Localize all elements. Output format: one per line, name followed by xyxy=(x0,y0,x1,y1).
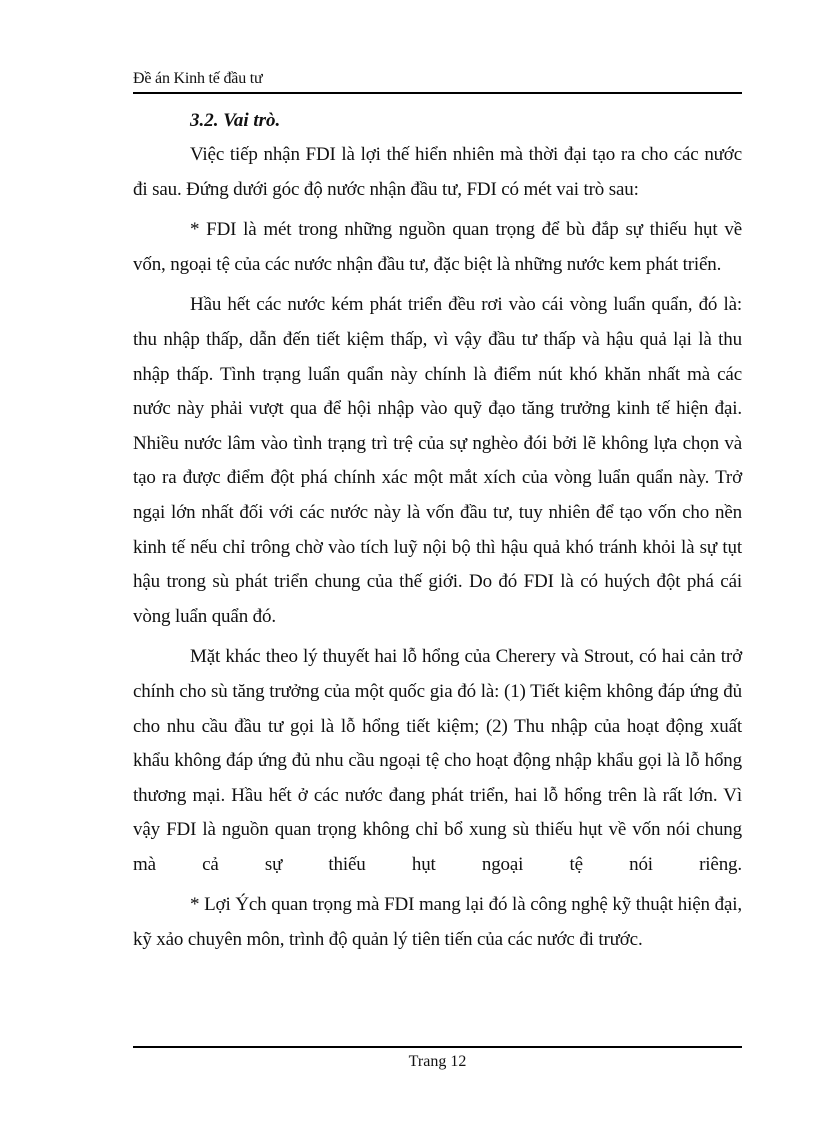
paragraph-capital-source: * FDI là mét trong những nguồn quan trọng để bù đắp sự thiếu hụt về vốn, ngoại tệ của các nước nhận đầu tư, đặc biệt là những nước kem phát triển. xyxy=(133,219,742,275)
page-header xyxy=(133,66,742,94)
section-heading: 3.2. Vai trò. xyxy=(190,110,281,131)
paragraph-poverty-cycle: Hầu hết các nước kém phát triển đều rơi vào cái vòng luẩn quẩn, đó là: thu nhập thấp, dẫn đến tiết kiệm thấp, vì vậy đầu tư thấp và hậu quả lại là thu nhập thấp. Tình trạng luẩn quẩn này chính là điểm nút khó khăn nhất mà các nước này phải vượt qua để hội nhập vào quỹ đạo tăng trưởng kinh tế hiện đại. Nhiều nước lâm vào tình trạng trì trệ của sự nghèo đói bởi lẽ không lựa chọn và tạo ra được điểm đột phá chính xác một mắt xích của vòng luẩn quẩn này. Trở ngại lớn nhất đối với các nước này là vốn đầu tư, tuy nhiên để tạo vốn cho nền kinh tế nếu chỉ trông chờ vào tích luỹ nội bộ thì hậu quả khó tránh khỏi là sự tụt hậu trong sù phát triển chung của thế giới. Do đó FDI là có huých đột phá cái vòng luẩn quẩn đó. xyxy=(133,294,742,627)
page-footer xyxy=(133,1046,742,1070)
header-title: Đề án Kinh tế đầu tư xyxy=(133,70,263,87)
paragraph-technology: * Lợi Ých quan trọng mà FDI mang lại đó là công nghệ kỹ thuật hiện đại, kỹ xảo chuyên môn, trình độ quản lý tiên tiến của các nước đi trước. xyxy=(133,894,742,951)
page-body xyxy=(133,104,742,958)
paragraph-intro: Việc tiếp nhận FDI là lợi thế hiển nhiên mà thời đại tạo ra cho các nước đi sau. Đứng dưới góc độ nước nhận đầu tư, FDI có mét vai trò sau: xyxy=(133,144,742,200)
page-number: Trang 12 xyxy=(408,1053,467,1070)
paragraph-two-gaps: Mặt khác theo lý thuyết hai lỗ hổng của Cherery và Strout, có hai cản trở chính cho sù tăng trưởng của một quốc gia đó là: (1) Tiết kiệm không đáp ứng đủ cho nhu cầu đầu tư gọi là lỗ hổng tiết kiệm; (2) Thu nhập của hoạt động xuất khẩu không đáp ứng đủ nhu cầu ngoại tệ cho hoạt động nhập khẩu gọi là lỗ hổng thương mại. Hầu hết ở các nước đang phát triển, hai lỗ hổng trên là rất lớn. Vì vậy FDI là nguồn quan trọng không chỉ bổ xung sù thiếu hụt về vốn nói chung mà cả sự thiếu hụt ngoại tệ nói riêng. xyxy=(133,646,742,875)
